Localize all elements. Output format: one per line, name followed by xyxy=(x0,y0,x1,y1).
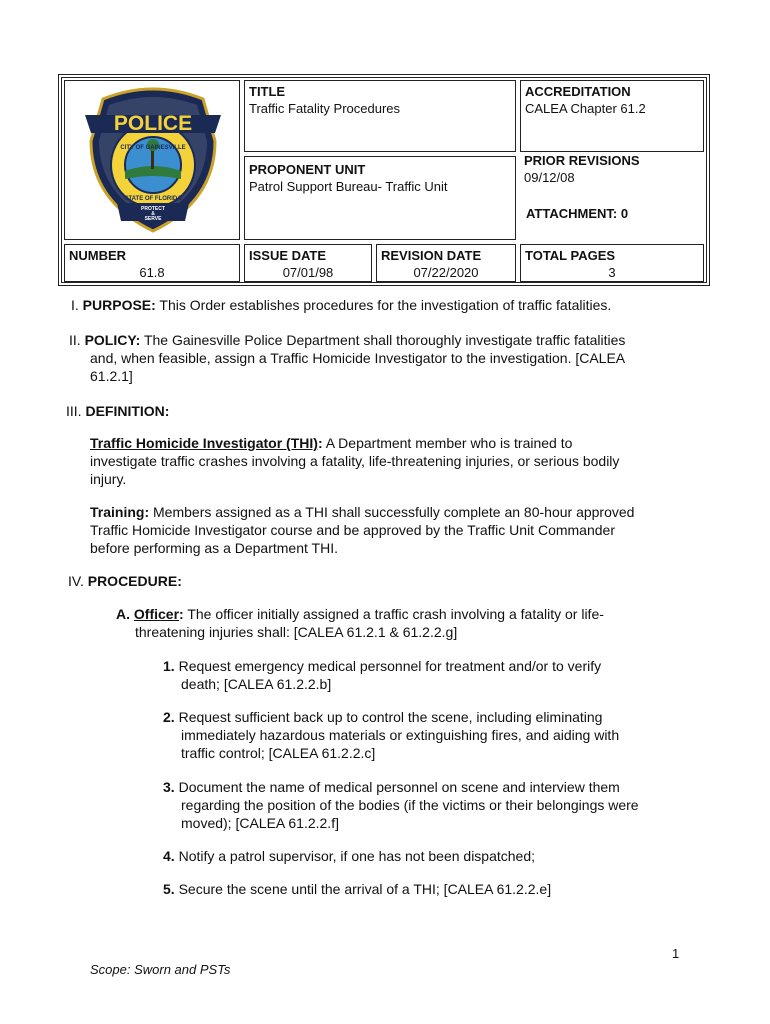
number-value: 61.8 xyxy=(139,265,165,280)
issue-date-value: 07/01/98 xyxy=(282,265,334,280)
scope-footer: Scope: Sworn and PSTs xyxy=(90,962,231,977)
thi-line-1: A Department member who is trained to xyxy=(322,435,573,451)
policy-section xyxy=(69,331,625,349)
revision-date-label: REVISION DATE xyxy=(381,248,482,263)
total-pages-value: 3 xyxy=(608,265,616,280)
thi-term: Traffic Homicide Investigator (THI) xyxy=(90,435,318,451)
title-label: TITLE xyxy=(249,84,286,99)
thi-definition xyxy=(90,434,572,452)
issue-date-label: ISSUE DATE xyxy=(249,248,327,263)
prior-revisions-block xyxy=(524,152,640,186)
policy-line-3: 61.2.1] xyxy=(90,368,133,384)
title-value: Traffic Fatality Procedures xyxy=(249,101,400,116)
banner-and: & xyxy=(151,211,155,217)
police-badge-logo xyxy=(65,81,241,241)
item-number: 4. xyxy=(163,848,175,864)
item-number: 3. xyxy=(163,779,175,795)
purpose-heading: PURPOSE: xyxy=(82,297,156,313)
thi-line-3: injury. xyxy=(90,471,127,487)
prior-value: 09/12/08 xyxy=(524,170,575,185)
policy-heading: POLICY: xyxy=(84,332,141,348)
accreditation-value: CALEA Chapter 61.2 xyxy=(525,101,646,116)
item-line-2: regarding the position of the bodies (if the victims or their belongings were xyxy=(181,797,639,813)
logo-cell xyxy=(64,80,240,240)
procedure-heading: PROCEDURE: xyxy=(87,573,182,589)
officer-paragraph xyxy=(116,605,604,623)
purpose-section xyxy=(71,296,611,314)
banner-protect: PROTECT xyxy=(141,206,165,212)
ring-bottom-text: STATE OF FLORIDA xyxy=(124,196,182,202)
list-item xyxy=(163,657,601,675)
thi-colon: : xyxy=(317,435,323,451)
list-item xyxy=(163,778,620,796)
total-pages-cell xyxy=(520,244,704,282)
item-line-3: moved); [CALEA 61.2.2.f] xyxy=(181,815,339,831)
item-number: 1. xyxy=(163,658,175,674)
list-item xyxy=(163,880,551,898)
proponent-value: Patrol Support Bureau- Traffic Unit xyxy=(249,179,448,194)
officer-colon: : xyxy=(179,606,184,622)
proponent-cell xyxy=(244,156,516,240)
officer-letter: A. xyxy=(116,606,130,622)
item-line-1: Notify a patrol supervisor, if one has not been dispatched; xyxy=(174,848,536,864)
number-cell xyxy=(64,244,240,282)
item-line-3: traffic control; [CALEA 61.2.2.c] xyxy=(181,745,376,761)
item-line-1: Request sufficient back up to control the scene, including eliminating xyxy=(174,709,603,725)
definition-num: III. xyxy=(66,403,82,419)
item-line-2: immediately hazardous materials or extinguishing fires, and aiding with xyxy=(181,727,620,743)
thi-line-2: investigate traffic crashes involving a fatality, life-threatening injuries, or serious bodily xyxy=(90,453,620,469)
training-line-3: before performing as a Department THI. xyxy=(90,540,338,556)
item-number: 5. xyxy=(163,881,175,897)
officer-line-1: The officer initially assigned a traffic crash involving a fatality or life- xyxy=(183,606,604,622)
training-line-2: Traffic Homicide Investigator course and be approved by the Traffic Unit Commander xyxy=(90,522,615,538)
officer-term: Officer xyxy=(133,606,180,622)
policy-num: II. xyxy=(69,332,81,348)
accreditation-label: ACCREDITATION xyxy=(525,84,631,99)
item-number: 2. xyxy=(163,709,175,725)
item-line-1: Request emergency medical personnel for treatment and/or to verify xyxy=(174,658,602,674)
total-pages-label: TOTAL PAGES xyxy=(525,248,616,263)
proponent-label: PROPONENT UNIT xyxy=(249,162,366,177)
accreditation-cell xyxy=(520,80,704,152)
attachment-label: ATTACHMENT: 0 xyxy=(526,206,629,221)
list-item xyxy=(163,708,602,726)
purpose-num: I. xyxy=(71,297,79,313)
purpose-text: This Order establishes procedures for the investigation of traffic fatalities. xyxy=(155,297,612,313)
revision-date-cell xyxy=(376,244,516,282)
banner-serve: SERVE xyxy=(144,216,162,222)
training-definition xyxy=(90,503,634,521)
procedure-num: IV. xyxy=(68,573,84,589)
item-line-2: death; [CALEA 61.2.2.b] xyxy=(181,676,332,692)
police-word: POLICE xyxy=(113,112,193,135)
training-term: Training: xyxy=(90,504,150,520)
training-line-1: Members assigned as a THI shall successfully complete an 80-hour approved xyxy=(149,504,635,520)
item-line-1: Document the name of medical personnel on scene and interview them xyxy=(174,779,620,795)
policy-line-2: and, when feasible, assign a Traffic Homicide Investigator to the investigation. [CALEA xyxy=(90,350,626,366)
revision-date-value: 07/22/2020 xyxy=(413,265,479,280)
definition-section xyxy=(66,402,169,420)
definition-heading: DEFINITION: xyxy=(85,403,170,419)
issue-date-cell xyxy=(244,244,372,282)
page-number: 1 xyxy=(672,946,680,961)
policy-line-1: The Gainesville Police Department shall thoroughly investigate traffic fatalities xyxy=(140,332,626,348)
title-cell xyxy=(244,80,516,152)
number-label: NUMBER xyxy=(69,248,127,263)
list-item xyxy=(163,847,535,865)
prior-label: PRIOR REVISIONS xyxy=(524,153,640,168)
officer-line-2: threatening injuries shall: [CALEA 61.2.1 & 61.2.2.g] xyxy=(135,624,458,640)
item-line-1: Secure the scene until the arrival of a THI; [CALEA 61.2.2.e] xyxy=(174,881,552,897)
ring-top-text: CITY OF GAINESVILLE xyxy=(120,145,186,151)
procedure-section xyxy=(68,572,182,590)
